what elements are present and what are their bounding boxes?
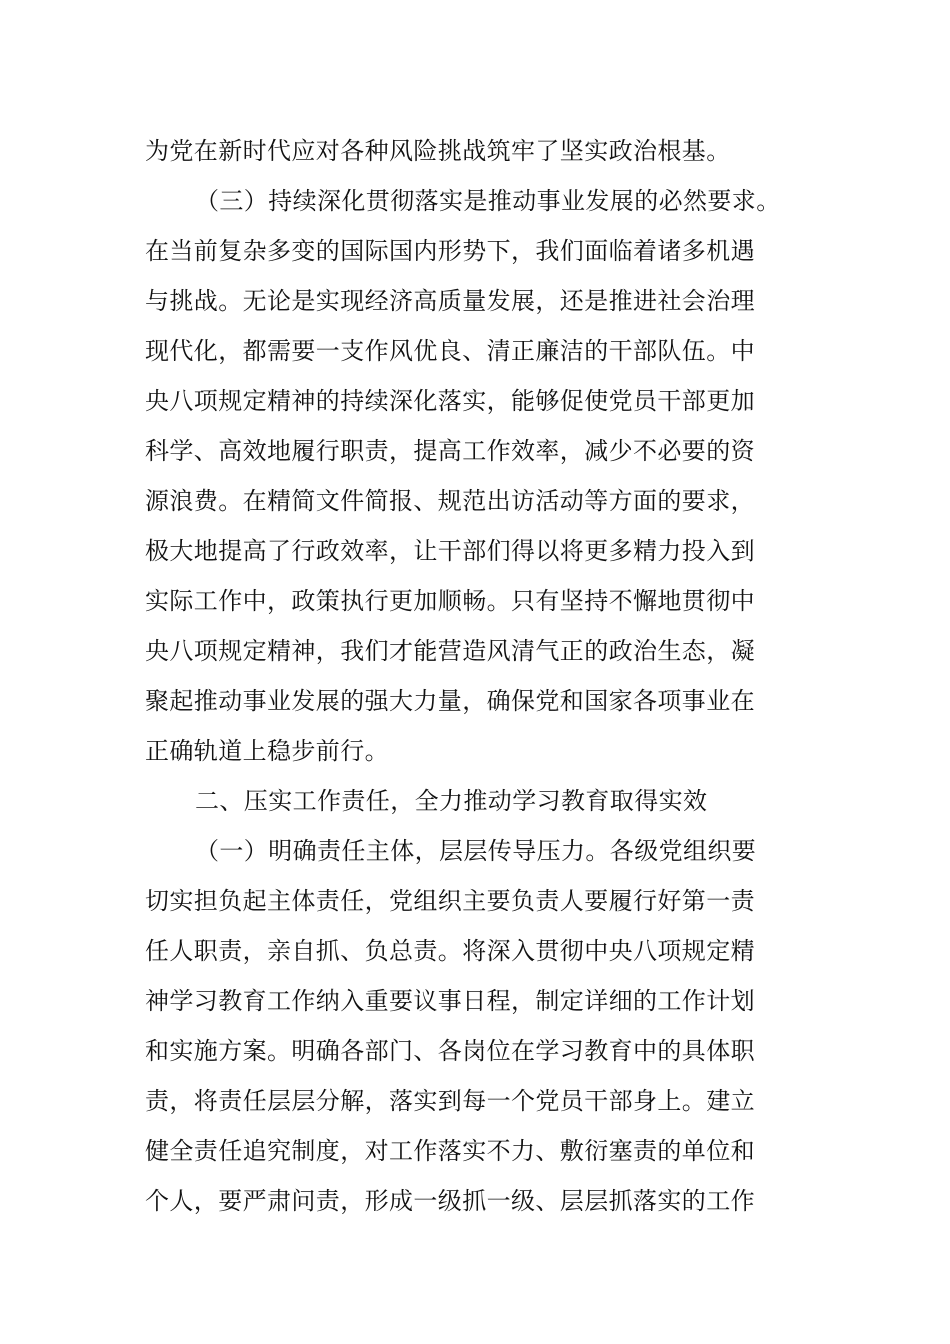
text-line: 聚起推动事业发展的强大力量，确保党和国家各项事业在 [145,687,755,715]
text-line: 实际工作中，政策执行更加顺畅。只有坚持不懈地贯彻中 [145,587,755,615]
text-line: 在当前复杂多变的国际国内形势下，我们面临着诸多机遇 [145,237,755,265]
text-line: 与挑战。无论是实现经济高质量发展，还是推进社会治理 [145,287,755,315]
subheading-line: （一）明确责任主体，层层传导压力。各级党组织要 [195,837,757,865]
subheading-line: （三）持续深化贯彻落实是推动事业发展的必然要求。 [195,187,781,215]
text-line: 任人职责，亲自抓、负总责。将深入贯彻中央八项规定精 [145,937,755,965]
body-text [145,126,845,1226]
text-line: 个人，要严肃问责，形成一级抓一级、层层抓落实的工作 [145,1187,755,1215]
text-line: 健全责任追究制度，对工作落实不力、敷衍塞责的单位和 [145,1137,755,1165]
text-line: 源浪费。在精简文件简报、规范出访活动等方面的要求， [145,487,755,515]
text-line: 央八项规定精神，我们才能营造风清气正的政治生态，凝 [145,637,755,665]
text-line: 现代化，都需要一支作风优良、清正廉洁的干部队伍。中 [145,337,755,365]
text-line: 切实担负起主体责任，党组织主要负责人要履行好第一责 [145,887,755,915]
section-heading: 二、压实工作责任，全力推动学习教育取得实效 [195,787,708,815]
text-line: 和实施方案。明确各部门、各岗位在学习教育中的具体职 [145,1037,755,1065]
text-line: 神学习教育工作纳入重要议事日程，制定详细的工作计划 [145,987,755,1015]
text-line: 极大地提高了行政效率，让干部们得以将更多精力投入到 [145,537,755,565]
text-line: 央八项规定精神的持续深化落实，能够促使党员干部更加 [145,387,755,415]
text-line: 为党在新时代应对各种风险挑战筑牢了坚实政治根基。 [145,137,731,165]
text-line: 责，将责任层层分解，落实到每一个党员干部身上。建立 [145,1087,755,1115]
text-line: 科学、高效地履行职责，提高工作效率，减少不必要的资 [145,437,755,465]
text-line: 正确轨道上稳步前行。 [145,737,389,765]
